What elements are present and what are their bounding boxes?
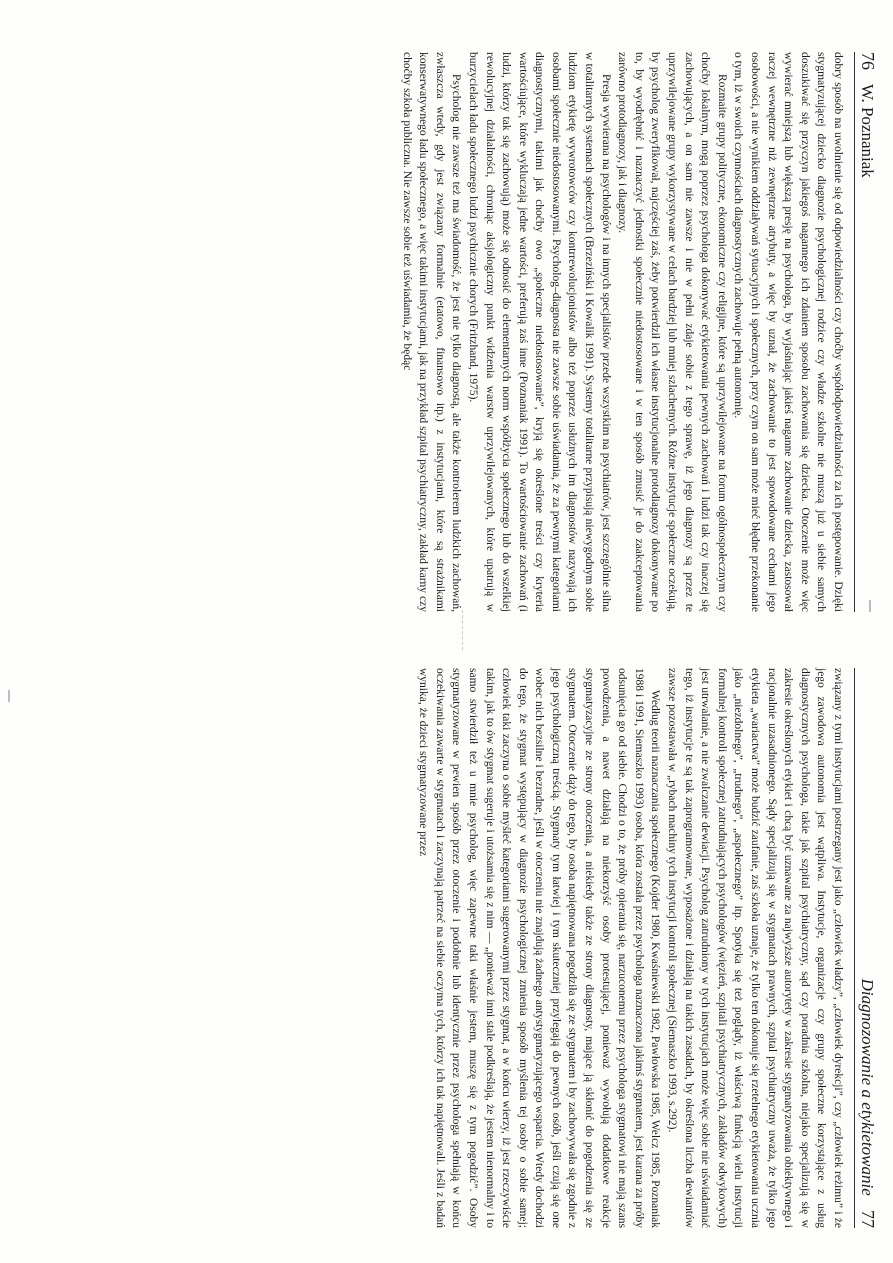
left-running-head [854, 52, 879, 612]
right-paragraph-1: związany z tymi instytucjami postrzegany jest jako „człowiek władzy”, „człowiek dyrekcji”, czy „człowiek reżimu” i że jego zawodowa autonomia jest wątpliwa. Instytucje, organizacje czy grupy społeczne korzystające z usług diagnostycznych psychologa, takie jak szpital psychiatryczny, sąd czy poradnia szkolna, niejako specjalizują się w zakresie określonych etykiet i chcą być uznawane za najwyższe autorytety w zakresie stygmatyzowania obiektywnego i racjonalnie uzasadnionego. Sądy specjalizują się w stygmatach prawnych, szpital psychiatryczny uważa, że tylko jego etykieta „wariactwa” może budzić zaufanie, zaś szkoła uznaje, że tylko ten dokonuje się rzetelnego etykietowania ucznia jako „niezdolnego”, „trudnego”, „aspołecznego” itp. Spotyka się też poglądy, iż właściwą funkcją wielu instytucji formalnej kontroli społecznej zatrudniających psychologów (więzień, szpitali psychiatrycznych, zakładów odwykowych) jest utrwalanie, a nie zwalczanie dewiacji. Psycholog zatrudniony w tych instytucjach może więc sobie nie uświadamiać tego, iż instytucje te są tak zaprogramowane, wyposażone i działają na takich zasadach, by określona liczba dewiantów zawsze pozostawała w „rybach machiny tych instytucji kontroli społecznej (Siemaszko 1993, s.292). [666, 668, 844, 1228]
right-paragraph-2: Według teorii naznaczania społecznego (Kojder 1980, Kwaśniewski 1982, Pawłowska 1985, Welcz 1985, Poznaniak 1988 i 1991, Siemaszko 1993) osoba, która została przez psychologa naznaczona jakimś stygmatem, jest karana za próby odsunięcia go od siebie. Chodzi o to, że próby opierania się, narzuconemu przez psychologa stygmatowi nie mają szans powodzenia, a nawet działają na niekorzyść osoby protestującej, ponieważ wywołują dodatkowe reakcje stygmatyzacyjne ze strony otoczenia, a niekiedy także ze strony diagnosty, mające ją skłonić do pogodzenia się ze stygmatem. Otoczenie dąży do tego, by osoba napiętnowana pogodziła się ze stygmatem i by zachowywała się zgodnie z jego psychologiczną treścią. Stygmaty tym łatwiej i tym skuteczniej przylegają do pewnych osób, jeśli czują się one wobec nich bezsilne i bezradne, jeśli w otoczeniu nie znajdują żadnego antystygmatyzującego wsparcia. Wtedy dochodzi do tego, że stygmat występujący w diagnozie psychologicznej zmienia sposób myślenia tej osoby o sobie samej; człowiek taki zaczyna o sobie myśleć kategoriami sugerowanymi przez stygmat, a w końcu wierzy, iż jest rzeczywiście takim, jak to ów stygmat sugeruje i utożsamia się z nim — „ponieważ inni stale podkreślają, że jestem nienormalny i to samo stwierdził też u mnie psycholog, więc zapewne taki właśnie jestem, muszę się z tym pogodzić”. Osoby stygmatyzowane w pewien sposób przez otoczenie i podobnie lub identycznie przez psychologa spełniają w końcu oczekiwania zawarte w stygmatach i zaczynają patrzeć na siebie oczyma tych, którzy ich tak napiętnowali. Jeśli z badań wynika, że dzieci stygmatyzowane przez [417, 668, 662, 1228]
left-paragraph-1: dobry sposób na uwolnienie się od odpowiedzialności czy choćby współodpowiedzialności za ich postępowanie. Dzięki stygmatyzującej dziecko diagnozie psychologicznej rodzice czy władze szkolne nie muszą już u siebie samych doszukiwać się przyczyn jakiegoś nagannego ich zdaniem sposobu zachowania się dziecka. Otoczenie może więc wywierać mniejszą lub większą presję na psychologa, by wyjaśniając jakieś naganne zachowanie dziecka, zastosował raczej wewnętrzne niż zewnętrzne atrybuty, a więc by uznał, że zachowanie to jest spowodowane cechami jego osobowości, a nie wynikiem oddziaływań sytuacyjnych i społecznych, przy czym on sam może mieć błędne przekonanie o tym, iż w swoich czynnościach diagnostycznych zachowuje pełną autonomię. [732, 52, 844, 612]
running-head-author: W. Poznaniak [858, 83, 877, 178]
gutter-shadow [458, 610, 463, 650]
left-paragraph-2: Rozmaite grupy polityczne, ekonomiczne czy religijne, które są uprzywilejowane na forum ogólnospołecznym czy choćby lokalnym, mogą poprzez psychologa dokonywać etykietowania pewnych zachowań i ludzi tak czy inaczej się zachowujących, a on sam nie zawsze i nie w pełni zdaje sobie z tego sprawę, iż jego diagnozy są przez te uprzywilejowane grupy wykorzystywane w celach bardziej lub mniej szlachetnych. Różne instytucje społeczne oczekują, by psycholog zweryfikował, najczęściej zaś, żeby potwierdził ich własne instytucjonalne protodiagnozy dokonywane po to, by wyodrębnić i naznaczyć jednostki społecznie niedostosowane i w ten sposób zmusić je do zaakceptowania zarówno protodiagnozy, jak i diagnozy. [616, 52, 728, 612]
right-body-text [415, 668, 846, 1228]
right-page [415, 668, 879, 1228]
left-body-text [398, 52, 846, 612]
left-page [398, 52, 879, 612]
left-paragraph-4: Psycholog nie zawsze też ma świadomość, że jest nie tylko diagnostą, ale także kontrolerem ludzkich zachowań, zwłaszcza wtedy, gdy jest związany formalnie (etatowo, finansowo itp.) z instytucjami, które są strażnikami konserwatywnego ładu społecznego, a więc takimi instytucjami, jak na przykład szpital psychiatryczny, zakład karny czy choćby szkoła publiczna. Nie zawsze sobie też uświadamia, że będąc [400, 52, 463, 612]
right-running-head [854, 668, 879, 1228]
page-number-left: 76 [858, 52, 878, 70]
scan-edge-mark [8, 690, 10, 702]
left-paragraph-3: Presja wywierana na psychologów i na innych specjalistów przede wszystkim na psychiatrów, jest szczególnie silna w totalitarnych systemach społecznych (Brzeziński i Kowalik 1991). Systemy totalitarne przypisują niewygodnym sobie ludziom etykietę wywrotowców czy kontrrewolucjonistów albo też poprzez usłużnych im diagnostów nazywają ich osobami społecznie niedostosowanymi. Psycholog–diagnosta nie zawsze sobie uświadamia, że za pewnymi kategoriami diagnostycznymi, takimi jak choćby owo „społeczne niedostosowanie”, kryją się określone treści czy kryteria wartościujące, które wykluczają jedne wartości, preferują zaś inne (Poznaniak 1991). To wartościowanie zachowań (i ludzi, którzy tak się zachowują) może się odnosić do elementarnych norm współżycia społecznego lub do wszelkiej rewolucyjnej działalności, chroniąc aksjologiczny punkt widzenia warstw uprzywilejowanych, które upatrują w burzycielach ładu społecznego ludzi psychicznie chorych (Fritzhand, 1975). [466, 52, 612, 612]
scan-edge-mark [869, 600, 871, 612]
page-number-right: 77 [858, 1210, 878, 1228]
running-head-chapter: Diagnozowanie a etykietowanie [858, 978, 877, 1196]
